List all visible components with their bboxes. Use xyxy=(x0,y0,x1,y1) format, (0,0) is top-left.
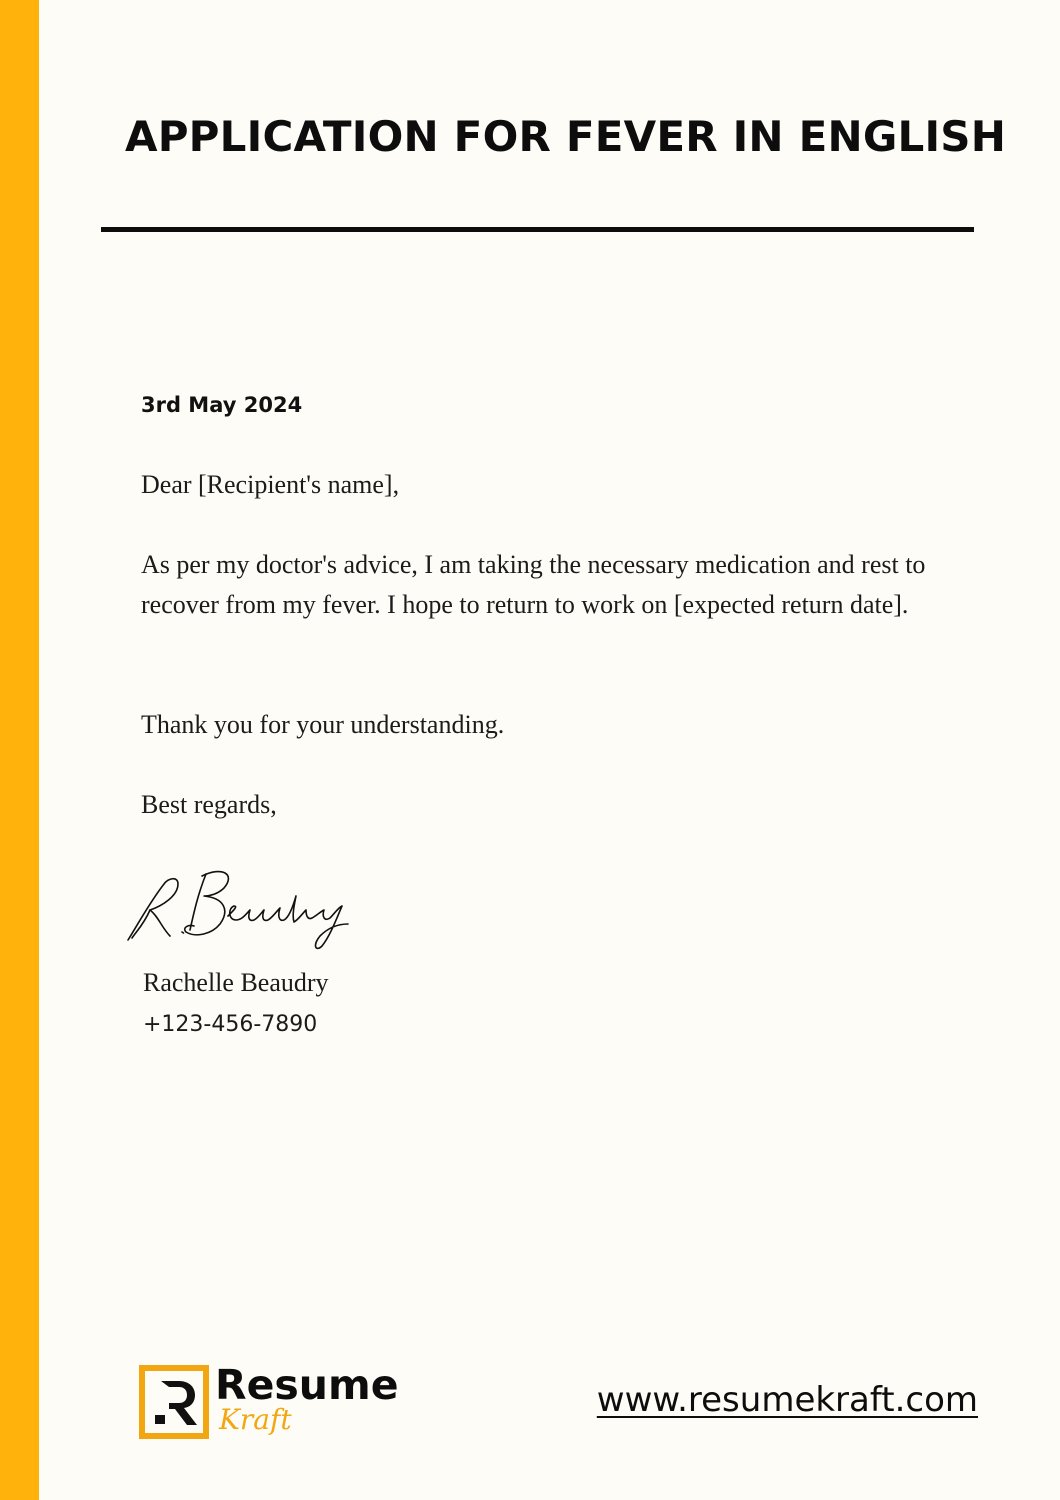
document-title: APPLICATION FOR FEVER IN ENGLISH xyxy=(125,112,1007,161)
resume-kraft-r-logo-icon xyxy=(139,1365,209,1439)
accent-side-bar xyxy=(0,0,39,1500)
salutation: Dear [Recipient's name], xyxy=(141,470,400,499)
logo-text-resume: Resume xyxy=(215,1361,399,1409)
resume-kraft-logo xyxy=(139,1361,409,1445)
sender-phone: +123-456-7890 xyxy=(143,1012,318,1037)
website-link[interactable]: www.resumekraft.com xyxy=(596,1380,978,1420)
logo-text-kraft: Kraft xyxy=(219,1403,292,1436)
letter-date: 3rd May 2024 xyxy=(141,393,303,417)
sender-name: Rachelle Beaudry xyxy=(143,968,329,997)
handwritten-signature xyxy=(124,866,364,952)
thanks-line: Thank you for your understanding. xyxy=(141,710,505,739)
closing-line: Best regards, xyxy=(141,790,277,819)
title-divider xyxy=(101,227,974,232)
body-paragraph: As per my doctor's advice, I am taking the necessary medication and rest to recover from my fever. I hope to return to work on [expected return date]. xyxy=(141,550,926,619)
